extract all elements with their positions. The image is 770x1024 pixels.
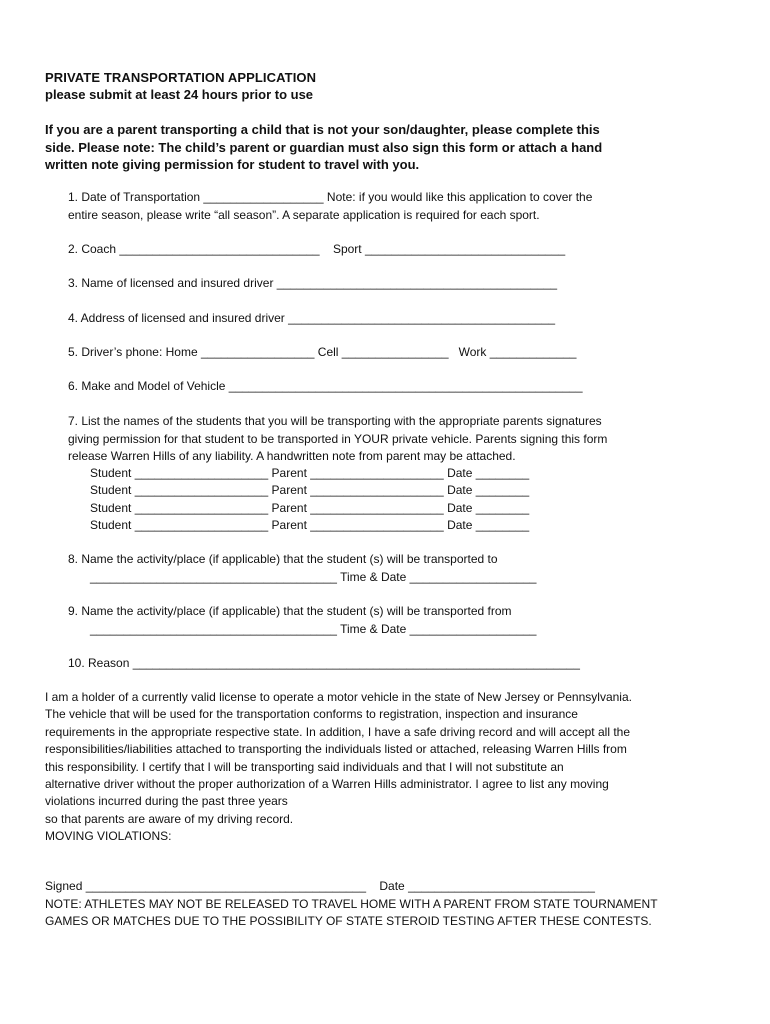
item-vehicle: [68, 378, 583, 396]
phone-work-field[interactable]: _____________: [489, 345, 577, 359]
student-label: Student: [90, 501, 132, 515]
activity-to-time-date-field[interactable]: ___________________: [409, 569, 537, 584]
intro-line: written note giving permission for student to travel with you.: [45, 157, 420, 172]
student-name-field[interactable]: ____________________: [134, 501, 269, 515]
student-date-field[interactable]: ________: [475, 483, 530, 497]
item-activity-from: [68, 603, 536, 638]
students-line: giving permission for that student to be transported in YOUR private vehicle. Parents signing this form: [68, 431, 608, 446]
driver-address-label: 4. Address of licensed and insured driver: [68, 311, 285, 325]
parent-label: Parent: [271, 466, 307, 480]
signed-label: Signed: [45, 879, 83, 893]
students-line: release Warren Hills of any liability. A handwritten note from parent may be attached.: [68, 449, 516, 463]
activity-to-label: 8. Name the activity/place (if applicable) that the student (s) will be transported to: [68, 552, 498, 566]
form-title: PRIVATE TRANSPORTATION APPLICATION: [45, 70, 317, 85]
student-row: [90, 483, 529, 497]
certification-line: I am a holder of a currently valid license to operate a motor vehicle in the state of New Jersey or Pennsylvania.: [45, 690, 632, 704]
student-row: [90, 518, 529, 532]
item-coach-sport: [68, 241, 565, 259]
parent-signature-field[interactable]: ____________________: [310, 466, 444, 480]
student-date-field[interactable]: ________: [475, 501, 530, 515]
coach-label: 2. Coach: [68, 242, 117, 256]
phone-cell-label: Cell: [317, 345, 339, 359]
student-name-field[interactable]: ____________________: [134, 466, 269, 480]
student-date-field[interactable]: ________: [475, 518, 530, 532]
date-note: Note: if you would like this application to cover the: [326, 190, 593, 204]
certification-line: alternative driver without the proper authorization of a Warren Hills administrator. I agree to list any moving: [45, 777, 609, 792]
driver-name-field[interactable]: __________________________________________: [276, 276, 558, 290]
moving-violations-label: MOVING VIOLATIONS:: [45, 829, 172, 844]
reason-field[interactable]: ___________________________________________________________________: [132, 656, 580, 670]
student-name-field[interactable]: ____________________: [134, 483, 269, 497]
student-date-field[interactable]: ________: [475, 466, 530, 480]
note-line: NOTE: ATHLETES MAY NOT BE RELEASED TO TRAVEL HOME WITH A PARENT FROM STATE TOURNAMENT: [45, 897, 658, 911]
date-label: Date: [447, 483, 473, 497]
certification-line: violations incurred during the past three years: [45, 794, 288, 809]
sport-label: Sport: [332, 242, 362, 256]
item-activity-to: [68, 551, 536, 586]
sport-field[interactable]: ______________________________: [364, 242, 566, 256]
signature-field[interactable]: __________________________________________: [85, 879, 367, 893]
form-subtitle: please submit at least 24 hours prior to use: [45, 87, 314, 102]
reason-label: 10. Reason: [68, 656, 130, 670]
note-line: GAMES OR MATCHES DUE TO THE POSSIBILITY OF STATE STEROID TESTING AFTER THESE CONTESTS.: [45, 914, 652, 929]
item-driver-phone: [68, 344, 576, 362]
parent-label: Parent: [271, 501, 307, 515]
phone-cell-field[interactable]: ________________: [341, 345, 449, 359]
student-label: Student: [90, 518, 132, 532]
activity-from-time-date-field[interactable]: ___________________: [409, 621, 537, 636]
date-note-line2: entire season, please write “all season”. A separate application is required for each sport.: [68, 207, 540, 222]
signature-row: [45, 879, 595, 893]
signature-date-label: Date: [379, 879, 405, 893]
student-name-field[interactable]: ____________________: [134, 518, 269, 532]
activity-to-time-date-label: Time & Date: [340, 569, 407, 584]
parent-label: Parent: [271, 483, 307, 497]
driver-name-label: 3. Name of licensed and insured driver: [68, 276, 274, 290]
signature-date-field[interactable]: ____________________________: [408, 879, 595, 893]
date-field[interactable]: __________________: [203, 190, 324, 204]
date-label: Date: [447, 501, 473, 515]
vehicle-field[interactable]: _____________________________________________________: [228, 379, 583, 393]
item-reason: [68, 655, 580, 673]
certification-line: responsibilities/liabilities attached to transporting the individuals listed or attached, releasing Warren Hills from: [45, 742, 627, 757]
athlete-note: [45, 896, 735, 931]
parent-signature-field[interactable]: ____________________: [310, 518, 444, 532]
coach-field[interactable]: ______________________________: [119, 242, 320, 256]
student-label: Student: [90, 483, 132, 497]
activity-from-field[interactable]: _____________________________________: [90, 621, 337, 636]
item-date-of-transportation: [68, 189, 592, 224]
item-driver-address: [68, 310, 555, 328]
certification-line: requirements in the appropriate respective state. In addition, I have a safe driving record and will accept all the: [45, 724, 630, 739]
date-label: Date: [447, 518, 473, 532]
student-label: Student: [90, 466, 132, 480]
intro-paragraph: [45, 121, 715, 174]
student-row: [90, 501, 529, 515]
phone-home-field[interactable]: _________________: [200, 345, 315, 359]
activity-from-time-date-label: Time & Date: [340, 621, 407, 636]
parent-signature-field[interactable]: ____________________: [310, 483, 444, 497]
student-row: [90, 466, 529, 480]
activity-from-label: 9. Name the activity/place (if applicable) that the student (s) will be transported from: [68, 604, 512, 618]
item-students-instructions: [68, 413, 607, 466]
parent-label: Parent: [271, 518, 307, 532]
phone-work-label: Work: [458, 345, 487, 359]
students-line: 7. List the names of the students that you will be transporting with the appropriate parents signatures: [68, 414, 602, 428]
driver-address-field[interactable]: ________________________________________: [288, 311, 556, 325]
certification-paragraph: [45, 689, 735, 846]
vehicle-label: 6. Make and Model of Vehicle: [68, 379, 226, 393]
certification-line: The vehicle that will be used for the transportation conforms to registration, inspection and insurance: [45, 707, 578, 722]
intro-line: side. Please note: The child’s parent or guardian must also sign this form or attach a hand: [45, 139, 603, 155]
activity-to-field[interactable]: _____________________________________: [90, 569, 337, 584]
certification-line: this responsibility. I certify that I will be transporting said individuals and that I will not substitute an: [45, 759, 564, 774]
item-driver-name: [68, 275, 557, 293]
date-label: Date: [447, 466, 473, 480]
phone-home-label: 5. Driver’s phone: Home: [68, 345, 198, 359]
date-label: 1. Date of Transportation: [68, 190, 201, 204]
parent-signature-field[interactable]: ____________________: [310, 501, 444, 515]
intro-line: If you are a parent transporting a child that is not your son/daughter, please complete this: [45, 122, 600, 137]
certification-line: so that parents are aware of my driving record.: [45, 811, 294, 826]
